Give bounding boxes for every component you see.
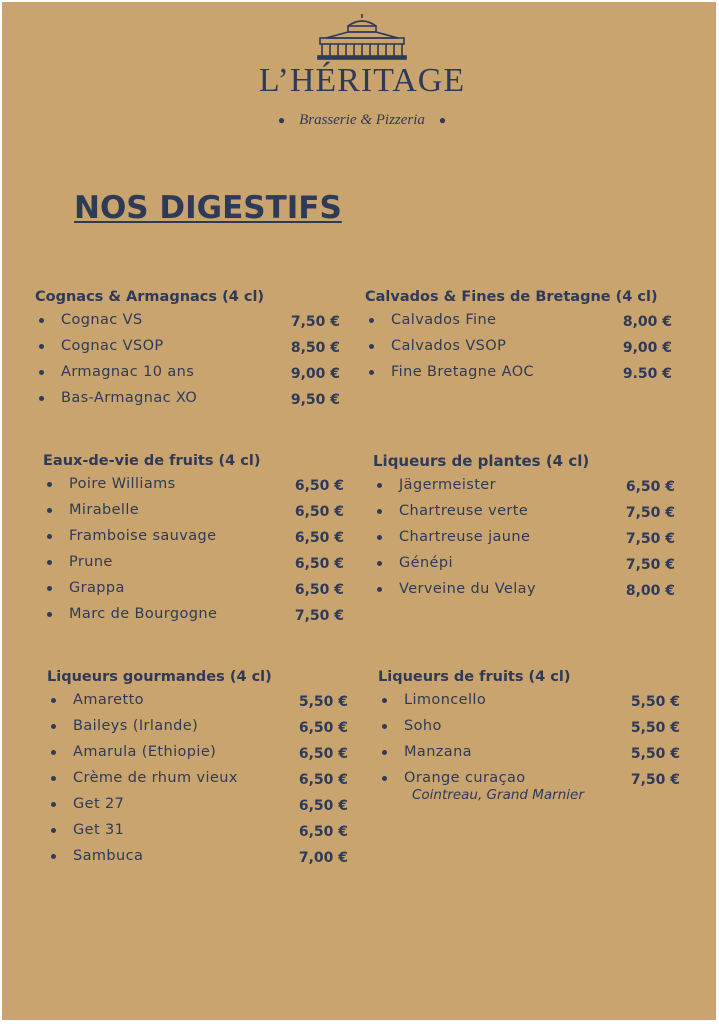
list-item — [378, 717, 680, 743]
list-item — [47, 847, 348, 873]
item-price: 6,50 € — [625, 479, 675, 495]
item-price: 9,50 € — [290, 392, 340, 408]
item-price: 6,50 € — [298, 720, 348, 736]
item-name: Manzana — [404, 744, 472, 760]
menu-section — [373, 452, 675, 606]
item-name: Sambuca — [73, 848, 144, 864]
list-item — [47, 717, 348, 743]
item-name: Amarula (Ethiopie) — [73, 744, 217, 760]
item-list — [35, 311, 340, 415]
list-item — [43, 579, 344, 605]
item-name: Armagnac 10 ans — [61, 364, 195, 380]
list-item — [365, 363, 672, 389]
item-price: 6,50 € — [298, 746, 348, 762]
list-item — [47, 795, 348, 821]
brand-tagline — [232, 112, 492, 129]
item-price: 6,50 € — [294, 582, 344, 598]
item-name: Get 31 — [73, 822, 125, 838]
list-item — [35, 337, 340, 363]
list-item — [365, 311, 672, 337]
list-item — [47, 769, 348, 795]
item-price: 6,50 € — [294, 556, 344, 572]
item-price: 9,00 € — [290, 366, 340, 382]
item-name: Génépi — [399, 555, 453, 571]
item-name: Fine Bretagne AOC — [391, 364, 535, 380]
item-price: 7,00 € — [298, 850, 348, 866]
menu-page — [2, 2, 716, 1020]
item-list — [373, 476, 675, 606]
tagline-text: Brasserie & Pizzeria — [299, 112, 425, 128]
list-item — [373, 528, 675, 554]
item-price: 8,00 € — [625, 583, 675, 599]
item-name: Bas-Armagnac XO — [61, 390, 198, 406]
section-title: Eaux-de-vie de fruits (4 cl) — [43, 453, 261, 469]
list-item — [43, 605, 344, 631]
item-name: Soho — [404, 718, 442, 734]
item-name: Cognac VS — [61, 312, 143, 328]
bullet-icon: ● — [277, 113, 286, 127]
item-price: 7,50 € — [625, 557, 675, 573]
list-item — [373, 502, 675, 528]
item-price: 7,50 € — [625, 505, 675, 521]
item-price: 7,50 € — [294, 608, 344, 624]
item-name: Prune — [69, 554, 113, 570]
section-title: Liqueurs de plantes (4 cl) — [373, 452, 590, 470]
item-price: 7,50 € — [625, 531, 675, 547]
item-price: 8,50 € — [290, 340, 340, 356]
brand-name: L’HÉRITAGE — [258, 62, 466, 99]
item-name: Chartreuse jaune — [399, 529, 531, 545]
item-price: 6,50 € — [294, 478, 344, 494]
list-item — [373, 476, 675, 502]
item-name: Amaretto — [73, 692, 144, 708]
list-item — [43, 553, 344, 579]
list-item — [47, 691, 348, 717]
item-price: 9,00 € — [622, 340, 672, 356]
list-item — [43, 475, 344, 501]
list-item — [378, 769, 680, 803]
list-item — [365, 337, 672, 363]
item-name: Grappa — [69, 580, 125, 596]
item-name: Calvados VSOP — [391, 338, 507, 354]
list-item — [35, 311, 340, 337]
item-name: Limoncello — [404, 692, 487, 708]
item-price: 5,50 € — [630, 694, 680, 710]
menu-section — [43, 453, 344, 631]
item-note: Cointreau, Grand Marnier — [412, 787, 584, 803]
bullet-icon: ● — [438, 113, 447, 127]
item-list — [47, 691, 348, 873]
item-name: Get 27 — [73, 796, 125, 812]
item-name: Framboise sauvage — [69, 528, 217, 544]
item-list — [365, 311, 672, 389]
item-name: Verveine du Velay — [399, 581, 536, 597]
menu-section — [365, 289, 672, 389]
item-name: Calvados Fine — [391, 312, 497, 328]
item-name: Chartreuse verte — [399, 503, 529, 519]
section-title: Cognacs & Armagnacs (4 cl) — [35, 289, 265, 305]
item-name: Orange curaçao — [404, 770, 526, 786]
list-item — [35, 389, 340, 415]
item-name: Jägermeister — [399, 477, 496, 493]
item-list — [43, 475, 344, 631]
item-name: Marc de Bourgogne — [69, 606, 218, 622]
item-price: 7,50 € — [290, 314, 340, 330]
list-item — [43, 501, 344, 527]
list-item — [47, 821, 348, 847]
list-item — [373, 580, 675, 606]
item-price: 6,50 € — [298, 772, 348, 788]
section-title: Liqueurs gourmandes (4 cl) — [47, 669, 272, 685]
section-title: Calvados & Fines de Bretagne (4 cl) — [365, 289, 658, 305]
list-item — [378, 743, 680, 769]
list-item — [43, 527, 344, 553]
item-price: 9.50 € — [622, 366, 672, 382]
item-name: Mirabelle — [69, 502, 140, 518]
item-price: 6,50 € — [298, 824, 348, 840]
list-item — [378, 691, 680, 717]
item-name: Baileys (Irlande) — [73, 718, 199, 734]
item-list — [378, 691, 680, 803]
item-price: 5,50 € — [630, 720, 680, 736]
item-price: 8,00 € — [622, 314, 672, 330]
item-price: 6,50 € — [294, 504, 344, 520]
menu-section — [47, 669, 348, 873]
item-price: 7,50 € — [630, 772, 680, 788]
item-name: Crème de rhum vieux — [73, 770, 238, 786]
menu-section — [35, 289, 340, 415]
item-name: Cognac VSOP — [61, 338, 164, 354]
section-title: Liqueurs de fruits (4 cl) — [378, 669, 571, 685]
page-title: NOS DIGESTIFS — [74, 190, 342, 226]
list-item — [47, 743, 348, 769]
menu-section — [378, 669, 680, 803]
item-price: 6,50 € — [298, 798, 348, 814]
item-price: 5,50 € — [630, 746, 680, 762]
item-price: 6,50 € — [294, 530, 344, 546]
item-price: 5,50 € — [298, 694, 348, 710]
list-item — [373, 554, 675, 580]
list-item — [35, 363, 340, 389]
item-name: Poire Williams — [69, 476, 176, 492]
